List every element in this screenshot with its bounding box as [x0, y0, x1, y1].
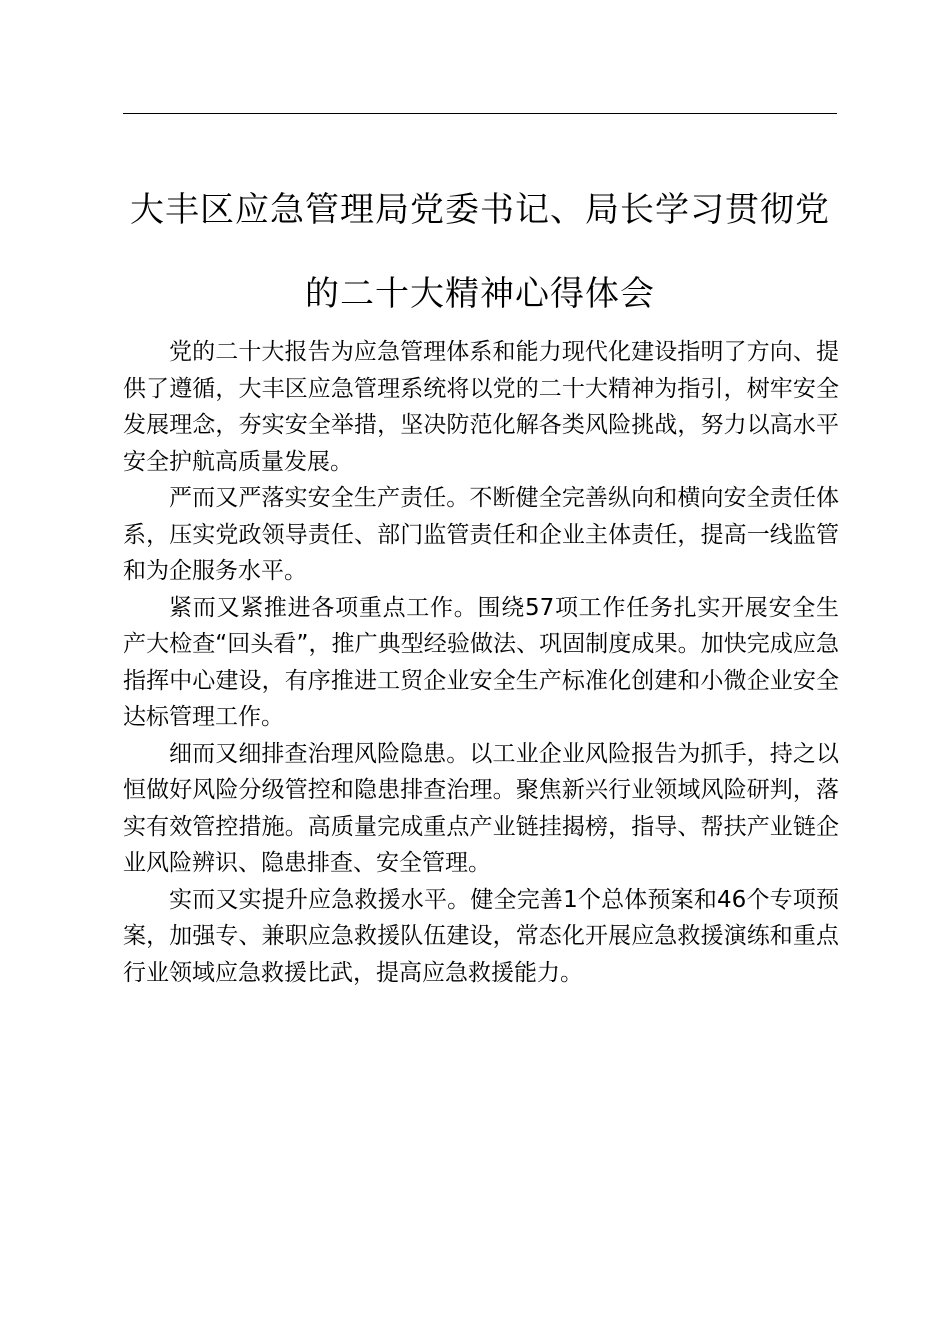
- document-title: [110, 168, 850, 336]
- paragraph-responsibility: 严而又严落实安全生产责任。不断健全完善纵向和横向安全责任体系，压实党政领导责任、部门监管责任和企业主体责任，提高一线监管和为企服务水平。: [123, 485, 839, 584]
- title-line-2: 的二十大精神心得体会: [305, 274, 655, 314]
- paragraph-key-work: 紧而又紧推进各项重点工作。围绕57项工作任务扎实开展安全生产大检查“回头看”，推广典型经验做法、巩固制度成果。加快完成应急指挥中心建设，有序推进工贸企业安全生产标准化创建和小微企业安全达标管理工作。: [123, 594, 839, 730]
- paragraph-risk-hazards: 细而又细排查治理风险隐患。以工业企业风险报告为抓手，持之以恒做好风险分级管控和隐患排查治理。聚焦新兴行业领域风险研判，落实有效管控措施。高质量完成重点产业链挂揭榜，指导、帮扶产业链企业风险辨识、隐患排查、安全管理。: [123, 740, 839, 876]
- title-line-1: 大丰区应急管理局党委书记、局长学习贯彻党: [130, 190, 830, 230]
- header-rule: [123, 113, 837, 114]
- document-body: [123, 334, 839, 991]
- paragraph-emergency-rescue: 实而又实提升应急救援水平。健全完善1个总体预案和46个专项预案，加强专、兼职应急救援队伍建设，常态化开展应急救援演练和重点行业领域应急救援比武，提高应急救援能力。: [123, 886, 839, 986]
- paragraph-intro: 党的二十大报告为应急管理体系和能力现代化建设指明了方向、提供了遵循，大丰区应急管理系统将以党的二十大精神为指引，树牢安全发展理念，夯实安全举措，坚决防范化解各类风险挑战，努力以高水平安全护航高质量发展。: [123, 339, 839, 475]
